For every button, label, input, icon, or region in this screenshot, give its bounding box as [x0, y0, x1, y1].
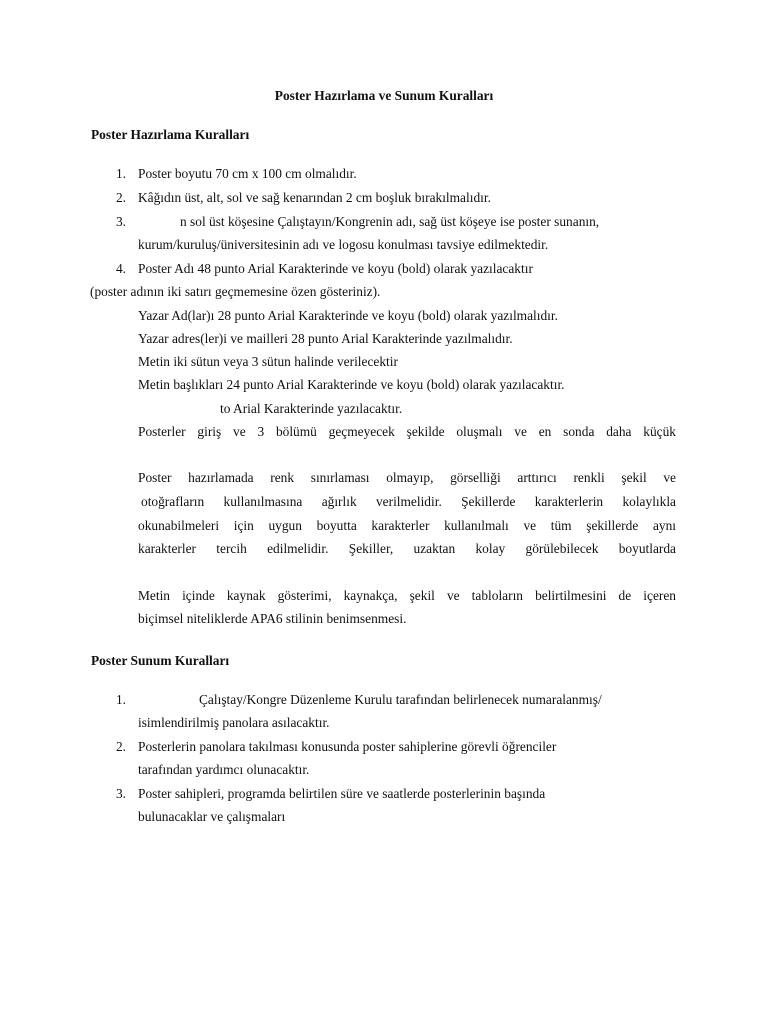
paragraph-line: Poster hazırlamada renk sınırlaması olmayıp, görselliği arttırıcı renkli şekil ve — [138, 470, 676, 485]
list-number: 4. — [115, 261, 126, 276]
list-number: 1. — [115, 166, 126, 181]
text-line: to Arial Karakterinde yazılacaktır. — [220, 401, 403, 416]
document-title: Poster Hazırlama ve Sunum Kuralları — [274, 88, 494, 103]
paragraph-line: karakterler tercih edilmelidir. Şekiller, uzaktan kolay görülebilecek boyutlarda — [138, 541, 676, 556]
text-line: Metin iki sütun veya 3 sütun halinde verilecektir — [138, 354, 398, 369]
list-item-text: Poster boyutu 70 cm x 100 cm olmalıdır. — [138, 166, 357, 181]
list-item-text: Posterlerin panolara takılması konusunda poster sahiplerine görevli öğrenciler — [138, 739, 557, 754]
paragraph-line: okunabilmeleri için uygun boyutta karakterler kullanılmalı ve tüm şekillerde aynı — [138, 518, 676, 533]
list-item-text: Çalıştay/Kongre Düzenleme Kurulu tarafından belirlenecek numaralanmış/ — [199, 692, 602, 707]
list-number: 1. — [115, 692, 126, 707]
list-item-continuation: bulunacaklar ve çalışmaları — [138, 809, 286, 824]
list-number: 2. — [115, 739, 126, 754]
list-item-text: n sol üst köşesine Çalıştayın/Kongrenin adı, sağ üst köşeye ise poster sunanın, — [180, 214, 600, 229]
section-heading-presentation: Poster Sunum Kuralları — [91, 653, 230, 668]
list-number: 3. — [115, 214, 126, 229]
list-item-continuation: kurum/kuruluş/üniversitesinin adı ve logosu konulması tavsiye edilmektedir. — [138, 237, 549, 252]
text-line: Metin başlıkları 24 punto Arial Karakterinde ve koyu (bold) olarak yazılacaktır. — [138, 377, 565, 392]
text-line: Yazar adres(ler)i ve mailleri 28 punto Arial Karakterinde yazılmalıdır. — [138, 331, 513, 346]
text-line: Yazar Ad(lar)ı 28 punto Arial Karakterinde ve koyu (bold) olarak yazılmalıdır. — [138, 308, 558, 323]
paragraph-line: Metin içinde kaynak gösterimi, kaynakça, şekil ve tabloların belirtilmesini de içeren — [138, 588, 676, 603]
list-item-text: Poster sahipleri, programda belirtilen süre ve saatlerde posterlerinin başında — [138, 786, 546, 801]
paragraph-line: biçimsel niteliklerde APA6 stilinin benimsenmesi. — [138, 611, 407, 626]
section-heading-preparation: Poster Hazırlama Kuralları — [91, 127, 250, 142]
list-number: 3. — [115, 786, 126, 801]
list-number: 2. — [115, 190, 126, 205]
list-item-text: Poster Adı 48 punto Arial Karakterinde ve koyu (bold) olarak yazılacaktır — [138, 261, 533, 276]
list-item-continuation: tarafından yardımcı olunacaktır. — [138, 762, 310, 777]
list-item-continuation: isimlendirilmiş panolara asılacaktır. — [138, 715, 330, 730]
list-item-continuation: (poster adının iki satırı geçmemesine özen gösteriniz). — [90, 284, 381, 299]
paragraph-line: otoğrafların kullanılmasına ağırlık verilmelidir. Şekillerde karakterlerin kolaylıkla — [141, 494, 676, 509]
text-line: Posterler giriş ve 3 bölümü geçmeyecek şekilde oluşmalı ve en sonda daha küçük — [138, 424, 676, 439]
list-item-text: Kâğıdın üst, alt, sol ve sağ kenarından 2 cm boşluk bırakılmalıdır. — [138, 190, 491, 205]
